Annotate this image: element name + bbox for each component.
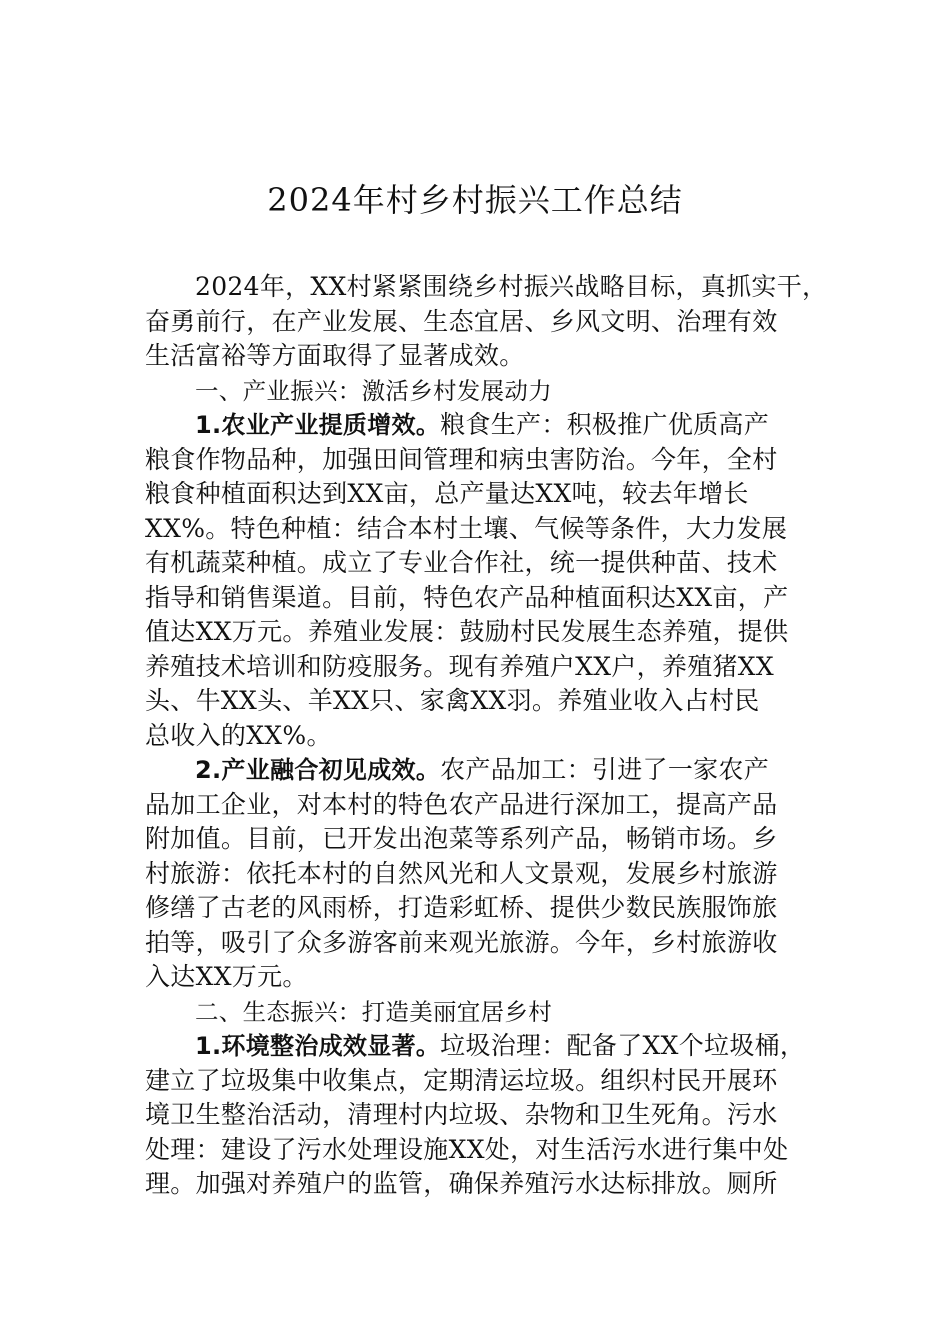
line-text: 境卫生整治活动，清理村内垃圾、杂物和卫生死角。污水 <box>145 1100 778 1129</box>
line-text: XX%。特色种植：结合本村土壤、气候等条件，大力发展 <box>145 513 788 543</box>
body-line <box>145 753 810 788</box>
body-line <box>145 960 810 995</box>
line-text: 奋勇前行，在产业发展、生态宜居、乡风文明、治理有效 <box>145 306 778 336</box>
body-line <box>145 719 810 754</box>
body-line <box>145 684 810 719</box>
body-line <box>145 926 810 961</box>
line-text: 养殖技术培训和防疫服务。现有养殖户XX户，养殖猪XX <box>145 651 774 681</box>
line-text: 理。加强对养殖户的监管，确保养殖污水达标排放。厕所 <box>145 1169 778 1198</box>
line-text: 建立了垃圾集中收集点，定期清运垃圾。组织村民开展环 <box>145 1065 778 1095</box>
line-text: 村旅游：依托本村的自然风光和人文景观，发展乡村旅游 <box>145 858 778 888</box>
paragraph-lead: 1.环境整治成效显著。 <box>195 1032 441 1060</box>
line-text: 垃圾治理：配备了XX个垃圾桶， <box>440 1031 806 1060</box>
body-line <box>145 788 810 823</box>
line-text: 粮食种植面积达到XX亩，总产量达XX吨，较去年增长 <box>145 479 749 508</box>
line-text: 总收入的XX%。 <box>145 720 332 750</box>
document-title: 2024年村乡村振兴工作总结 <box>267 181 683 219</box>
body-line <box>145 891 810 926</box>
body-line <box>145 650 810 685</box>
line-text: 修缮了古老的风雨桥，打造彩虹桥、提供少数民族服饰旅 <box>145 893 778 922</box>
section-heading <box>145 995 810 1030</box>
line-text: 值达XX万元。养殖业发展：鼓励村民发展生态养殖，提供 <box>145 617 789 646</box>
line-text: 处理：建设了污水处理设施XX处，对生活污水进行集中处 <box>145 1134 789 1164</box>
body-line <box>145 615 810 650</box>
paragraph-lead: 1.农业产业提质增效。 <box>195 411 441 439</box>
body-line <box>145 1133 810 1168</box>
line-text: 指导和销售渠道。目前，特色农产品种植面积达XX亩，产 <box>145 582 789 612</box>
body-line <box>145 1029 810 1064</box>
line-text: 农产品加工：引进了一家农产 <box>440 755 770 784</box>
body-line <box>145 305 810 340</box>
body-line <box>145 477 810 512</box>
line-text: 粮食作物品种，加强田间管理和病虫害防治。今年，全村 <box>145 444 778 474</box>
body-line <box>145 408 810 443</box>
section-heading-text: 二、生态振兴：打造美丽宜居乡村 <box>195 997 552 1026</box>
paragraph-lead: 2.产业融合初见成效。 <box>195 756 441 784</box>
body-line <box>145 857 810 892</box>
line-text: 粮食生产：积极推广优质高产 <box>440 410 770 439</box>
body-line <box>145 1064 810 1099</box>
document-body <box>145 270 828 1202</box>
line-text: 品加工企业，对本村的特色农产品进行深加工，提高产品 <box>145 789 778 819</box>
body-line <box>145 339 810 374</box>
body-line <box>145 581 810 616</box>
body-line <box>145 512 810 547</box>
body-line <box>145 270 828 305</box>
section-heading-text: 一、产业振兴：激活乡村发展动力 <box>195 376 552 405</box>
line-text: 头、牛XX头、羊XX只、家禽XX羽。养殖业收入占村民 <box>145 686 760 715</box>
section-heading <box>145 374 810 409</box>
body-line <box>145 546 810 581</box>
body-line <box>145 1098 810 1133</box>
line-text: 入达XX万元。 <box>145 962 308 991</box>
body-line <box>145 1167 810 1202</box>
body-line <box>145 822 810 857</box>
line-text: 拍等，吸引了众多游客前来观光旅游。今年，乡村旅游收 <box>145 927 778 957</box>
body-line <box>145 443 810 478</box>
line-text: 2024年，XX村紧紧围绕乡村振兴战略目标，真抓实干， <box>195 272 828 301</box>
line-text: 有机蔬菜种植。成立了专业合作社，统一提供种苗、技术 <box>145 548 778 577</box>
line-text: 生活富裕等方面取得了显著成效。 <box>145 341 525 370</box>
line-text: 附加值。目前，已开发出泡菜等系列产品，畅销市场。乡 <box>145 824 778 853</box>
